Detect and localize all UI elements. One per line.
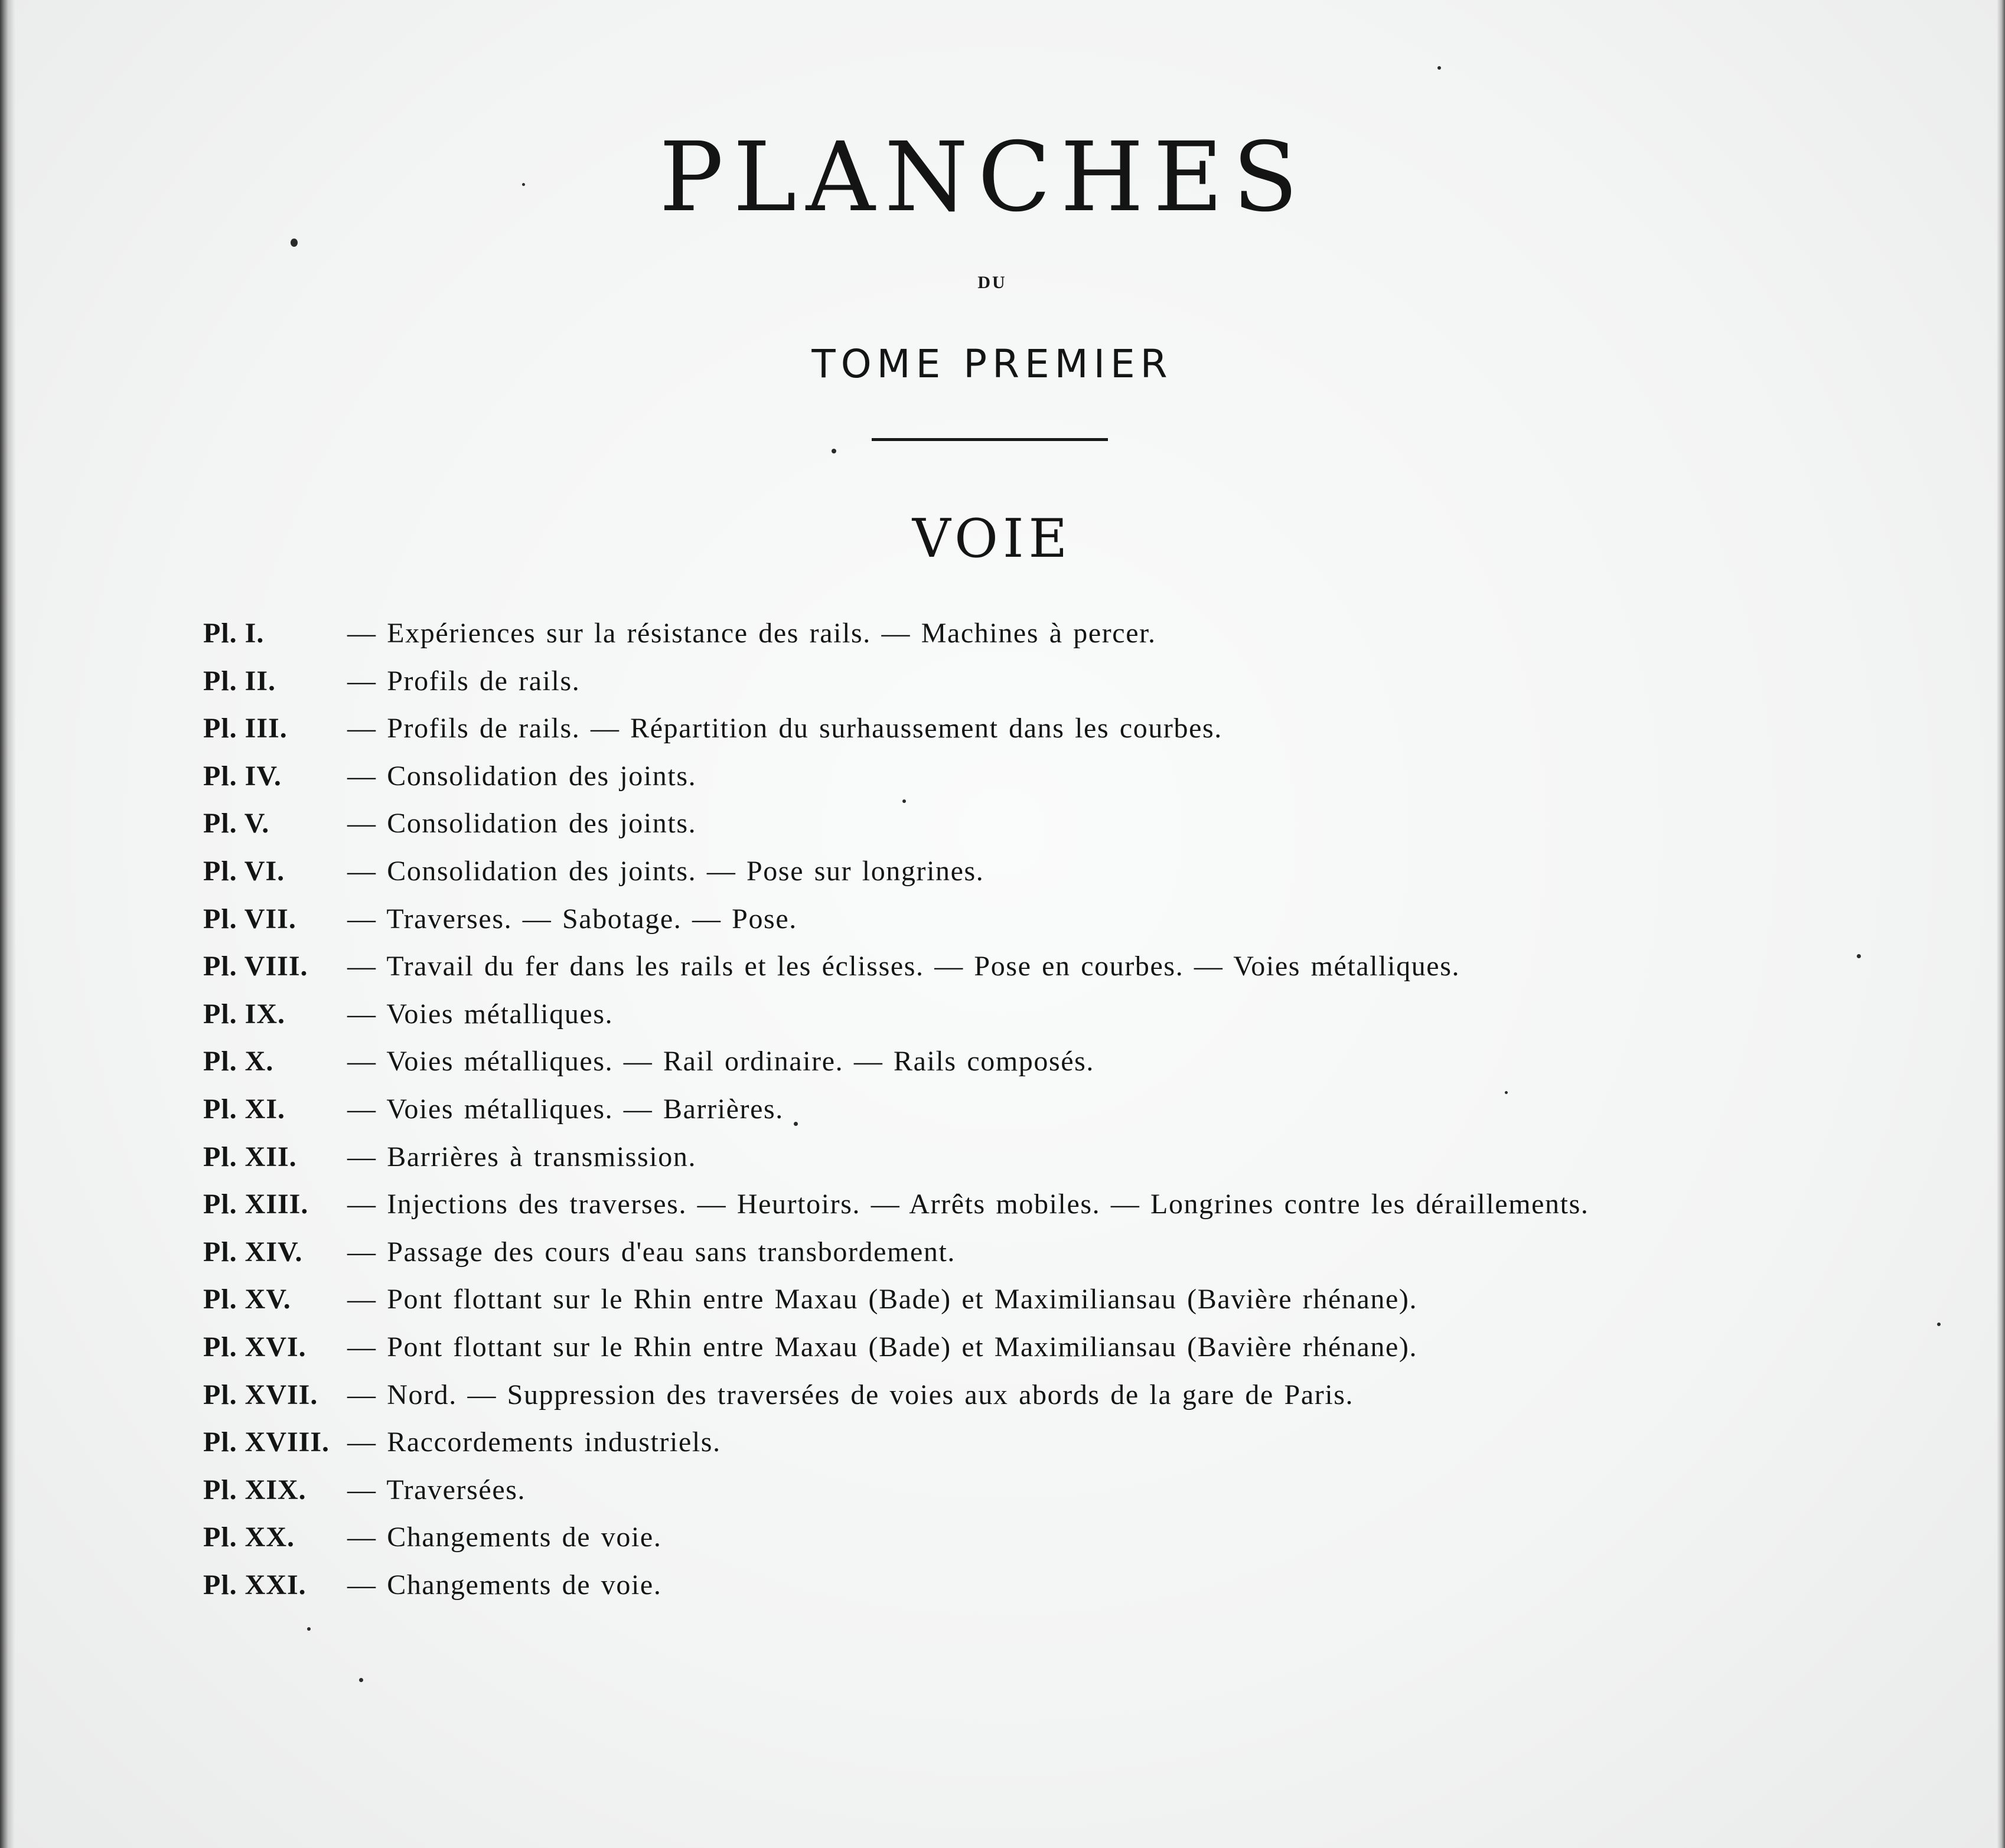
plate-number: Pl. IV. [203, 760, 282, 792]
plate-description: — Barrières à transmission. [347, 1141, 697, 1173]
plate-number: Pl. IX. [203, 998, 285, 1030]
plate-description: — Changements de voie. [347, 1569, 662, 1601]
plate-description: — Expériences sur la résistance des rails. — Machines à percer. [347, 618, 1156, 649]
plate-description: — Pont flottant sur le Rhin entre Maxau (Bade) et Maximiliansau (Bavière rhénane). [347, 1331, 1418, 1363]
section-heading: VOIE [912, 508, 1072, 570]
list-item [203, 1089, 1945, 1137]
page-title: PLANCHES [659, 122, 1308, 233]
list-item [203, 946, 1945, 994]
volume-title: TOME PREMIER [811, 341, 1173, 387]
plate-number: Pl. II. [203, 665, 276, 697]
list-item [203, 1422, 1945, 1470]
divider-rule [872, 438, 1108, 441]
plate-description: — Consolidation des joints. [347, 760, 697, 792]
ink-speck [291, 239, 298, 247]
list-item [203, 708, 1945, 756]
plate-number: Pl. XI. [203, 1093, 285, 1125]
plate-description: — Changements de voie. [347, 1522, 662, 1553]
plate-number: Pl. XVI. [203, 1331, 307, 1363]
plate-number: Pl. XVIII. [203, 1426, 330, 1458]
plate-number: Pl. XIV. [203, 1236, 303, 1268]
plate-description: — Profils de rails. — Répartition du surhaussement dans les courbes. [347, 713, 1222, 745]
plate-number: Pl. I. [203, 618, 265, 649]
ink-speck [1437, 66, 1441, 70]
ink-speck [359, 1678, 363, 1682]
list-item [203, 899, 1945, 946]
plate-number: Pl. X. [203, 1046, 274, 1078]
plate-list [203, 613, 1945, 1612]
plate-description: — Raccordements industriels. [347, 1426, 721, 1458]
plate-description: — Voies métalliques. — Rail ordinaire. — Rails composés. [347, 1046, 1095, 1078]
list-item [203, 1279, 1945, 1327]
ink-speck [307, 1627, 311, 1631]
plate-number: Pl. XVII. [203, 1379, 318, 1411]
plate-description: — Traversées. [347, 1474, 526, 1506]
ink-speck [902, 799, 906, 803]
plate-description: — Voies métalliques. — Barrières. [347, 1093, 784, 1125]
list-item [203, 613, 1945, 661]
plate-number: Pl. XX. [203, 1522, 295, 1553]
list-item [203, 1470, 1945, 1517]
list-item [203, 1184, 1945, 1232]
list-item [203, 1374, 1945, 1422]
plate-description: — Travail du fer dans les rails et les éclisses. — Pose en courbes. — Voies métalliques. [347, 951, 1460, 982]
plate-description: — Injections des traverses. — Heurtoirs. — Arrêts mobiles. — Longrines contre les déraillements. [347, 1189, 1589, 1220]
ink-speck [522, 183, 525, 186]
plate-description: — Consolidation des joints. — Pose sur longrines. [347, 855, 984, 887]
plate-description: — Consolidation des joints. [347, 808, 697, 840]
plate-description: — Profils de rails. [347, 665, 581, 697]
list-item [203, 1041, 1945, 1089]
plate-number: Pl. VII. [203, 903, 296, 935]
plate-description: — Pont flottant sur le Rhin entre Maxau (Bade) et Maximiliansau (Bavière rhénane). [347, 1284, 1418, 1315]
plate-number: Pl. VIII. [203, 951, 308, 982]
list-item [203, 1137, 1945, 1184]
plate-number: Pl. VI. [203, 855, 285, 887]
plate-description: — Nord. — Suppression des traversées de voies aux abords de la gare de Paris. [347, 1379, 1354, 1411]
ink-speck [832, 449, 836, 453]
ink-speck [1937, 1323, 1941, 1326]
plate-number: Pl. XIX. [203, 1474, 307, 1506]
plate-number: Pl. V. [203, 808, 270, 840]
page-edge-shadow [1997, 0, 2005, 1848]
title-connector: DU [977, 273, 1007, 292]
list-item [203, 1327, 1945, 1374]
list-item [203, 1517, 1945, 1565]
list-item [203, 756, 1945, 804]
list-item [203, 994, 1945, 1041]
plate-number: Pl. XXI. [203, 1569, 307, 1601]
plate-number: Pl. XIII. [203, 1189, 309, 1220]
plate-description: — Traverses. — Sabotage. — Pose. [347, 903, 797, 935]
ink-speck [794, 1122, 798, 1126]
list-item [203, 1232, 1945, 1279]
plate-number: Pl. XV. [203, 1284, 291, 1315]
list-item [203, 661, 1945, 708]
list-item [203, 851, 1945, 899]
list-item [203, 803, 1945, 851]
plate-description: — Voies métalliques. [347, 998, 614, 1030]
plate-number: Pl. XII. [203, 1141, 297, 1173]
ink-speck [1505, 1091, 1508, 1094]
ink-speck [1857, 954, 1861, 958]
list-item [203, 1565, 1945, 1612]
plate-description: — Passage des cours d'eau sans transbordement. [347, 1236, 956, 1268]
plate-number: Pl. III. [203, 713, 288, 745]
